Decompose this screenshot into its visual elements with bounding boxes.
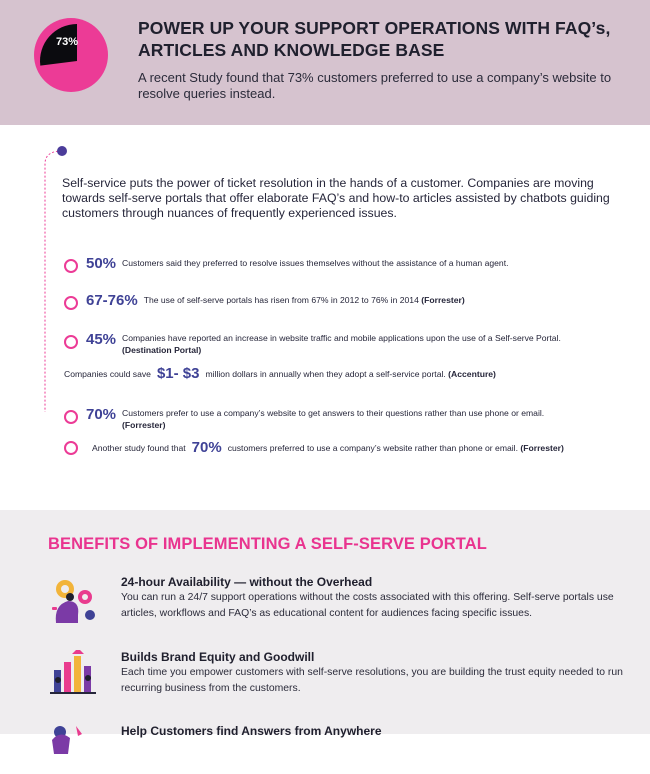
stat-text: Customers prefer to use a company’s website to get answers to their questions rather than use phone or email. (Forrester) xyxy=(122,408,545,430)
benefit-heading: Builds Brand Equity and Goodwill xyxy=(121,650,315,664)
pie-percentage-label: 73% xyxy=(56,36,79,48)
savings-source: (Accenture) xyxy=(448,369,496,379)
study-stat xyxy=(64,440,564,456)
bullet-ring-icon xyxy=(64,441,78,455)
savings-stat xyxy=(64,366,496,382)
benefit-text: Each time you empower customers with self-serve resolutions, you are building the trust equity needed to run recurring business from the customers. xyxy=(121,667,623,694)
stat-source: (Forrester) xyxy=(421,295,465,305)
person-laptop-icon xyxy=(48,724,98,774)
bullet-ring-icon xyxy=(64,296,78,310)
benefit-heading: Help Customers find Answers from Anywhere xyxy=(121,724,382,738)
bullet-ring-icon xyxy=(64,335,78,349)
stat-item xyxy=(64,332,622,356)
stat-value: 67-76% xyxy=(86,292,138,309)
stat-value: 50% xyxy=(86,255,117,272)
timeline-dot xyxy=(57,146,67,156)
study-text: customers preferred to use a company’s website rather than phone or email. (Forrester) xyxy=(227,443,564,453)
intro-paragraph: Self-service puts the power of ticket resolution in the hands of a customer. Companies are moving towards self-serve portals that offer elaborate FAQ’s and how-to articles assisted by chatbots guiding customers through nuances of frequently experienced issues. xyxy=(62,176,610,220)
stat-text: Customers said they preferred to resolve issues themselves without the assistance of a human agent. xyxy=(122,258,509,268)
page-subtitle: A recent Study found that 73% customers preferred to use a company’s website to resolve queries instead. xyxy=(138,70,612,101)
stat-value: 45% xyxy=(86,331,117,348)
bullet-ring-icon xyxy=(64,259,78,273)
timeline-connector xyxy=(44,150,52,412)
gears-person-icon xyxy=(48,575,98,625)
benefits-title: BENEFITS OF IMPLEMENTING A SELF-SERVE PORTAL xyxy=(48,535,487,553)
savings-lead: Companies could save xyxy=(64,369,151,379)
stat-item xyxy=(64,407,622,431)
pie-chart-icon xyxy=(34,18,108,92)
savings-text: million dollars in annually when they adopt a self-service portal. xyxy=(205,369,446,379)
stat-source: (Forrester) xyxy=(122,420,166,430)
page-title: POWER UP YOUR SUPPORT OPERATIONS WITH FAQ’s, ARTICLES AND KNOWLEDGE BASE xyxy=(138,18,611,60)
benefit-heading: 24-hour Availability — without the Overhead xyxy=(121,575,373,589)
stat-source: (Destination Portal) xyxy=(122,345,202,355)
stat-text: Companies have reported an increase in website traffic and mobile applications upon the use of a Self-serve Portal. (Destination Portal) xyxy=(122,333,561,355)
study-value: 70% xyxy=(191,439,222,456)
study-lead: Another study found that xyxy=(92,443,186,453)
stat-value: 70% xyxy=(86,406,117,423)
study-source: (Forrester) xyxy=(520,443,564,453)
stat-item xyxy=(64,293,465,310)
stat-item xyxy=(64,256,508,273)
savings-value: $1- $3 xyxy=(156,365,200,382)
benefit-text: You can run a 24/7 support operations without the costs associated with this offering. Self-serve portals use articles, workflows and FAQ’s as educational content for audiences facing specific issues. xyxy=(121,592,614,619)
bullet-ring-icon xyxy=(64,410,78,424)
growth-people-icon xyxy=(48,650,98,700)
stat-text: The use of self-serve portals has risen from 67% in 2012 to 76% in 2014 (Forrester) xyxy=(143,295,465,305)
